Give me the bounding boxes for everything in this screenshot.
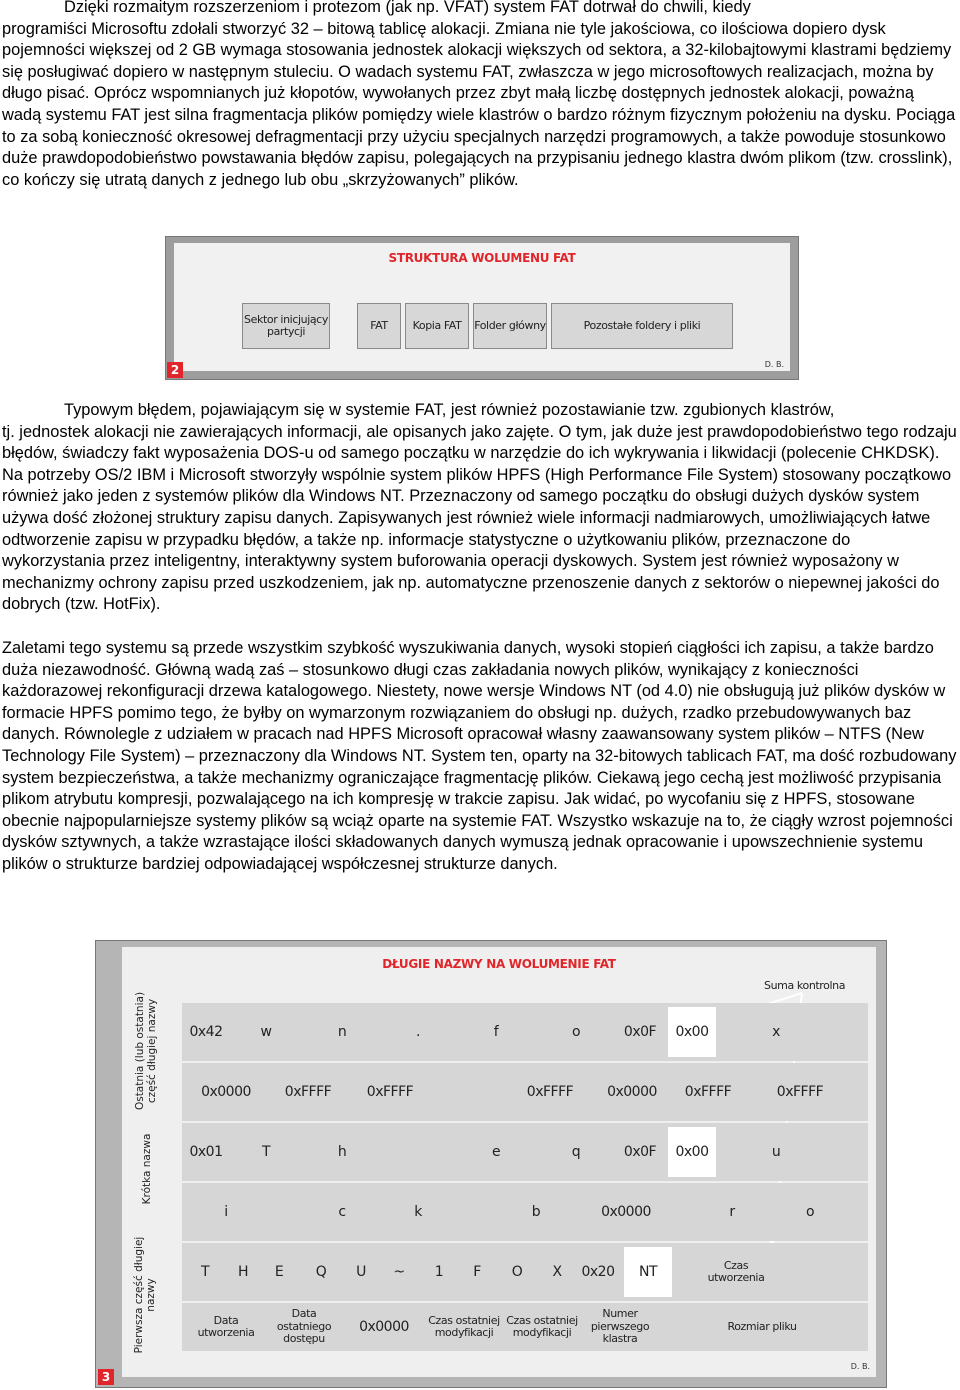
table-cell: k bbox=[414, 1204, 422, 1220]
figure-credit: D. B. bbox=[850, 1362, 870, 1371]
table-cell: o bbox=[571, 1024, 581, 1040]
table-cell: 0x0000 bbox=[607, 1084, 657, 1100]
table-cell: T bbox=[261, 1144, 271, 1160]
checksum-label: Suma kontrolna bbox=[764, 979, 846, 992]
table-cell: 0xFFFF bbox=[366, 1084, 414, 1100]
table-cell: 0x0000 bbox=[359, 1319, 409, 1335]
table-cell: O bbox=[511, 1264, 523, 1280]
table-cell: X bbox=[552, 1264, 562, 1280]
table-cell: E bbox=[274, 1264, 284, 1280]
block-other-folders: Pozostałe foldery i pliki bbox=[551, 303, 733, 349]
table-cell: 0xFFFF bbox=[776, 1084, 824, 1100]
table-cell: F bbox=[473, 1264, 481, 1280]
figure-number-badge: 2 bbox=[167, 362, 183, 378]
table-cell: w bbox=[260, 1024, 272, 1040]
table-cell: 0x01 bbox=[189, 1144, 223, 1160]
table-cell: 0x0000 bbox=[601, 1204, 651, 1220]
table-cell: Numer pierwszego klastra bbox=[590, 1307, 650, 1346]
group-label-short-name: Krótka nazwa bbox=[141, 1133, 153, 1205]
table-cell-checksum: NT bbox=[624, 1247, 672, 1297]
table-cell: 0x0F bbox=[623, 1144, 657, 1160]
table-cell: u bbox=[771, 1144, 781, 1160]
table-cell: c bbox=[338, 1204, 346, 1220]
table-cell: ~ bbox=[393, 1264, 405, 1280]
paragraph-line: Dzięki rozmaitym rozszerzeniom i protezom (jak np. VFAT) system FAT dotrwał do chwili, kiedy bbox=[64, 0, 751, 16]
paragraph-line: Typowym błędem, pojawiającym się w systemie FAT, jest również pozostawianie tzw. zgubionych klastrów, bbox=[64, 401, 835, 419]
figure-title: DŁUGIE NAZWY NA WOLUMENIE FAT bbox=[382, 957, 616, 971]
paragraph-text: tj. jednostek alokacji nie zawierających informacji, ale opisanych jako zajęte. O tym, jak duże jest prawdopodobieństwo tego rodzaju błędów, świadczy fakt wyposażenia DOS-u od samego początku w narzędzie do ich wykrywania i likwidacji (polecenie CHKDSK). Na potrzeby OS/2 IBM i Microsoft stworzyły wspólnie system plików HPFS (High Performance File System) stosowany początkowo również jako jeden z systemów plików dla Windows NT. Przeznaczony od samego początku do obsługi dużych dysków system używa dość złożonej struktury zapisu danych. Zapisywanych jest również wiele informacji nadmiarowych, umożliwiających łatwe odtworzenie zapisu w przypadku błędów, a także np. informacje statystyczne o użytkowaniu plików, przeznaczone do wykorzystania przez inteligentny, interaktywny system buforowania operacji dyskowych. System jest również wyposażony w mechanizmy ochrony zapisu przed uszkodzeniem, jak np. automatyczne przenoszenie danych z sektorów o niepewnej jakości do dobrych (tzw. HotFix). bbox=[2, 422, 957, 614]
figure-long-names-fat bbox=[95, 940, 887, 1388]
paragraph-hpfs-ntfs: Zaletami tego systemu są przede wszystkim szybkość wyszukiwania danych, wysoki stopień ciągłości ich zapisu, a także bardzo duża niezawodność. Główną wadą zaś – stosunkowo długi czas zakładania nowych plików, wynikający z konieczności każdorazowej rekonfiguracji drzewa katalogowego. Niestety, nowe wersje Windows NT (od 4.0) nie obsługują już plików dysków w formacie HPFS pomimo tego, że byłby on wymarzonym rozwiązaniem do obsługi np. dużych, rzadko przebudowywanych baz danych. Równolegle z udziałem w pracach nad HPFS Microsoft opracował własny zaawansowany system plików – NTFS (New Technology File System) – przeznaczony dla Windows NT. System ten, oparty na 32-bitowych tablicach FAT, ma dość rozbudowany system bezpieczeństwa, a także mechanizmy ograniczające fragmentację plików. Ciekawą jego cechą jest możliwość przypisania plikom atrybutu kompresji, pozwalającego na ich kompresję w trakcie zapisu. Jak widać, po wycofaniu się z HPFS, stosowane obecnie najpopularniejsze systemy plików są wciąż oparte na systemie FAT. Wszystko wskazuje na to, że ciągły wzrost pojemności dysków sztywnych, a także wzrastające ilości składowanych danych wymuszą jednak opracowanie i upowszechnienie systemu plików o strukturze bardziej odpowiadającej współczesnej strukturze danych. bbox=[2, 639, 957, 873]
table-cell: 1 bbox=[434, 1264, 444, 1280]
table-cell: H bbox=[237, 1264, 249, 1280]
table-cell: Rozmiar pliku bbox=[727, 1319, 797, 1333]
table-cell: Czas ostatniej modyfikacji bbox=[506, 1313, 578, 1339]
table-cell: Data utworzenia bbox=[197, 1313, 255, 1339]
table-cell: 0xFFFF bbox=[684, 1084, 732, 1100]
table-cell: Czas utworzenia bbox=[707, 1258, 765, 1284]
table-cell: b bbox=[531, 1204, 541, 1220]
figure-title: STRUKTURA WOLUMENU FAT bbox=[388, 251, 576, 265]
figure-credit: D. B. bbox=[764, 360, 784, 369]
table-cell: n bbox=[337, 1024, 347, 1040]
table-cell: 0x0F bbox=[623, 1024, 657, 1040]
figure-panel bbox=[174, 243, 790, 371]
table-cell: f bbox=[493, 1024, 499, 1040]
figure-fat-volume-structure bbox=[165, 236, 799, 380]
table-cell: Q bbox=[315, 1264, 327, 1280]
table-cell: h bbox=[337, 1144, 347, 1160]
table-cell: i bbox=[224, 1204, 228, 1220]
group-label-last-part: Ostatnia (lub ostatnia) część długiej nazwy bbox=[134, 991, 158, 1111]
table-cell: 0x20 bbox=[581, 1264, 615, 1280]
block-fat: FAT bbox=[357, 303, 401, 349]
table-cell: 0xFFFF bbox=[526, 1084, 574, 1100]
block-root-folder: Folder główny bbox=[473, 303, 547, 349]
figure-number-badge: 3 bbox=[98, 1369, 114, 1385]
table-cell: Data ostatniego dostępu bbox=[276, 1307, 332, 1346]
table-cell: . bbox=[416, 1024, 420, 1040]
block-boot-sector: Sektor inicjujący partycji bbox=[242, 303, 330, 349]
table-cell-checksum: 0x00 bbox=[668, 1007, 716, 1057]
table-cell: T bbox=[200, 1264, 210, 1280]
table-cell: r bbox=[729, 1204, 735, 1220]
table-cell: Czas ostatniej modyfikacji bbox=[428, 1313, 500, 1339]
paragraph-fat32 bbox=[2, 0, 957, 191]
table-cell: 0x42 bbox=[189, 1024, 223, 1040]
table-cell: x bbox=[772, 1024, 780, 1040]
table-cell: 0xFFFF bbox=[284, 1084, 332, 1100]
paragraph-text: programiści Microsoftu zdołali stworzyć 32 – bitową tablicę alokacji. Zmiana nie tyle jakościowa, co ilościowa dopiero dysk pojemności większej od 2 GB wymaga stosowania jednostek alokacji większych od sektora, a 32-kilobajtowymi klastrami będziemy się posługiwać dopiero w następnym stuleciu. O wadach systemu FAT, zwłaszcza w jego microsoftowych realizacjach, można by długo pisać. Oprócz wspomnianych już kłopotów, wywołanych przez zbyt małą liczbę dostępnych jednostek alokacji, poważną wadą systemu FAT jest silna fragmentacja plików pomiędzy wiele klastrów o bardzo różnym fizycznym położeniu na dysku. Pociąga to za sobą konieczność okresowej defragmentacji przy użyciu specjalnych narzędzi programowych, a także powoduje stosunkowo duże prawdopodobieństwo powstawania błędów zapisu, polegających na przypisaniu jednego klastra dwóm plikom (tzw. crosslink), co kończy się utratą danych z jednego lub obu „skrzyżowanych” plików. bbox=[2, 19, 956, 189]
table-cell-checksum: 0x00 bbox=[668, 1127, 716, 1177]
table-cell: o bbox=[805, 1204, 815, 1220]
table-cell: U bbox=[356, 1264, 366, 1280]
table-cell: 0x0000 bbox=[201, 1084, 251, 1100]
table-cell: e bbox=[491, 1144, 501, 1160]
group-label-first-part: Pierwsza część długiej nazwy bbox=[133, 1236, 157, 1354]
paragraph-lost-clusters-hpfs bbox=[2, 400, 957, 616]
table-cell: q bbox=[571, 1144, 581, 1160]
block-fat-copy: Kopia FAT bbox=[405, 303, 469, 349]
